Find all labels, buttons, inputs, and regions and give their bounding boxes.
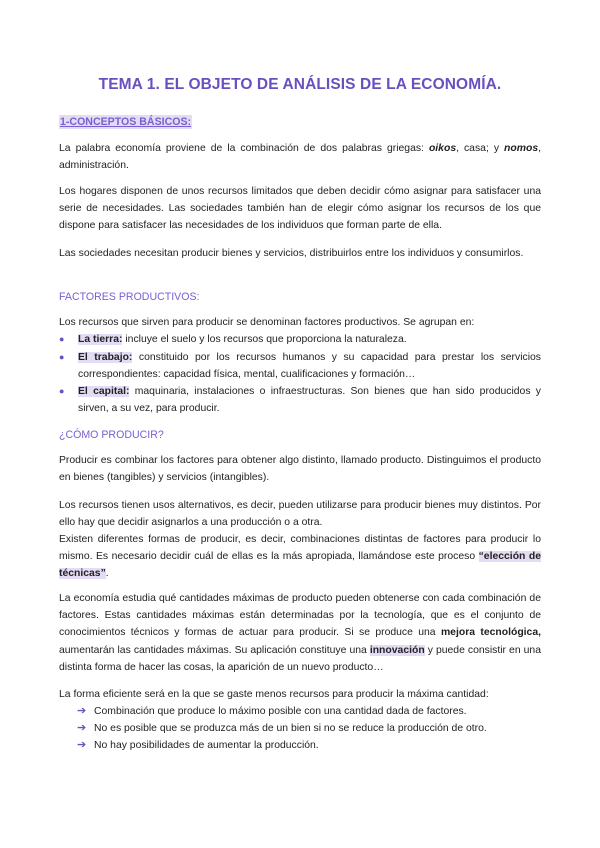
list-item: ➔ Combinación que produce lo máximo posible con una cantidad dada de factores. xyxy=(77,703,541,720)
section-heading-como-producir: ¿CÓMO PRODUCIR? xyxy=(59,429,164,441)
section-heading-factores: FACTORES PRODUCTIVOS: xyxy=(59,291,200,303)
paragraph-producir: Producir es combinar los factores para obtener algo distinto, llamado producto. Distinguimos el producto en bienes (tangibles) y servicios (intangibles). xyxy=(59,455,541,484)
paragraph-recursos: Los recursos tienen usos alternativos, es decir, pueden utilizarse para producir bienes muy distintos. Por ello hay que decidir asignarlos a una producción o a otra. xyxy=(59,500,541,529)
bullet-icon: ● xyxy=(59,352,65,362)
list-item: ● La tierra: incluye el suelo y los recursos que proporciona la naturaleza. xyxy=(59,331,541,348)
paragraph-eficiente: La forma eficiente será en la que se gaste menos recursos para producir la máxima cantidad: xyxy=(59,689,489,700)
paragraph-tecnologia: La economía estudia qué cantidades máximas de producto pueden obtenerse con cada combinación de factores. Estas cantidades máximas están determinadas por la tecnología, que es el conjunto de conocimientos técnicos y formas de actuar para producir. Si se produce una mejora tecnológica, aumentarán las cantidades máximas. Su aplicación constituye una innovación y puede consistir en una distinta forma de hacer las cosas, la aparición de un nuevo producto… xyxy=(59,593,541,673)
section-heading-conceptos: 1-CONCEPTOS BÁSICOS: xyxy=(60,116,192,128)
arrow-right-icon: ➔ xyxy=(77,705,87,717)
list-item: ● El capital: maquinaria, instalaciones o infraestructuras. Son bienes que han sido producidos y sirven, a su vez, para producir. xyxy=(59,383,541,417)
paragraph-hogares: Los hogares disponen de unos recursos limitados que deben decidir cómo asignar para satisfacer una serie de necesidades. Las sociedades también han de elegir cómo asignar los recursos de los que dispone para satisfacer las necesidades de los individuos que forman parte de ella. xyxy=(59,186,541,232)
list-item: ➔ No hay posibilidades de aumentar la producción. xyxy=(77,737,541,754)
bullet-icon: ● xyxy=(59,334,65,344)
page-title: TEMA 1. EL OBJETO DE ANÁLISIS DE LA ECONOMÍA. xyxy=(98,76,502,93)
list-item: ● El trabajo: constituido por los recursos humanos y su capacidad para prestar los servicios correspondientes: capacidad física, mental, cualificaciones y formación… xyxy=(59,349,541,383)
arrow-right-icon: ➔ xyxy=(77,739,87,751)
list-item: ➔ No es posible que se produzca más de un bien si no se reduce la producción de otro. xyxy=(77,720,541,737)
arrow-right-icon: ➔ xyxy=(77,722,87,734)
paragraph-formas: Existen diferentes formas de producir, es decir, combinaciones distintas de factores para producir lo mismo. Es necesario decidir cuál de ellas es la más apropiada, llamándose este proceso “elección de técnicas”. xyxy=(59,534,541,580)
paragraph-economia: La palabra economía proviene de la combinación de dos palabras griegas: oikos, casa; y nomos, administración. xyxy=(59,143,541,172)
bullet-icon: ● xyxy=(59,386,65,396)
paragraph-sociedades: Las sociedades necesitan producir bienes y servicios, distribuirlos entre los individuos y consumirlos. xyxy=(59,248,524,259)
paragraph-factores-intro: Los recursos que sirven para producir se denominan factores productivos. Se agrupan en: xyxy=(59,317,475,328)
